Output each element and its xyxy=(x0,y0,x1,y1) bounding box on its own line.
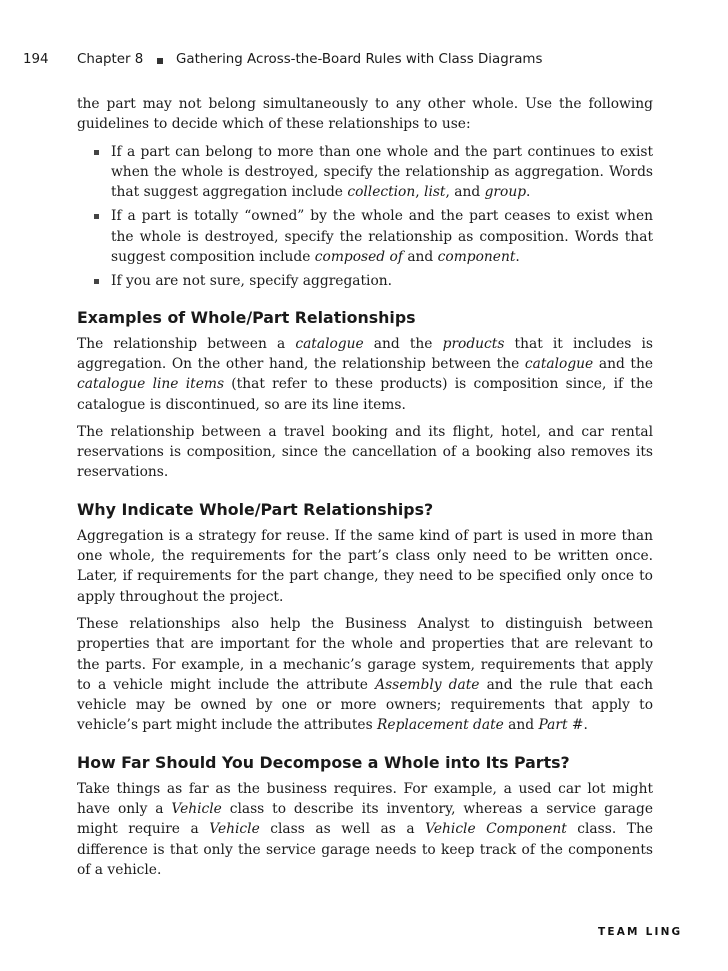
square-bullet-icon xyxy=(94,150,99,155)
list-item: If a part is totally “owned” by the whole and the part ceases to exist when the whole is destroyed, specify the relationship as composition. Words that suggest composition include composed of and component. xyxy=(111,206,653,267)
square-bullet-icon xyxy=(157,58,163,64)
list-item: If you are not sure, specify aggregation. xyxy=(111,271,653,291)
intro-paragraph: the part may not belong simultaneously to any other whole. Use the following guidelines to decide which of these relationships to use: xyxy=(77,96,653,133)
square-bullet-icon xyxy=(94,279,99,284)
square-bullet-icon xyxy=(94,214,99,219)
list-item: If a part can belong to more than one whole and the part continues to exist when the whole is destroyed, specify the relationship as aggregation. Words that suggest aggregation include collection, list, and group. xyxy=(111,142,653,203)
page-number: 194 xyxy=(23,52,49,67)
guideline-list xyxy=(77,142,653,292)
section-heading-decompose: How Far Should You Decompose a Whole into Its Parts? xyxy=(77,752,570,772)
paragraph: The relationship between a travel booking and its flight, hotel, and car rental reservations is composition, since the cancellation of a booking also removes its reservations. xyxy=(77,423,653,481)
paragraph: These relationships also help the Business Analyst to distinguish between properties that are important for the whole and properties that are relevant to the parts. For example, in a mechanic’s garage system, requirements that apply to a vehicle might include the attribute Assembly date and the rule that each vehicle may be owned by one or more owners; requirements that apply to vehicle’s part might include the attributes Replacement date and Part #. xyxy=(77,615,653,734)
chapter-title: Gathering Across-the-Board Rules with Class Diagrams xyxy=(176,52,543,67)
paragraph: Aggregation is a strategy for reuse. If the same kind of part is used in more than one whole, the requirements for the part’s class only need to be written once. Later, if requirements for the part change, they need to be specified only once to apply throughout the project. xyxy=(77,527,653,605)
section-heading-why: Why Indicate Whole/Part Relationships? xyxy=(77,499,434,519)
footer-watermark: TEAM LING xyxy=(598,926,683,938)
chapter-label: Chapter 8 xyxy=(77,52,144,67)
running-header xyxy=(23,52,663,72)
page-body xyxy=(77,94,653,887)
paragraph: Take things as far as the business requires. For example, a used car lot might have only a Vehicle class to describe its inventory, whereas a service garage might require a Vehicle class as well as a Vehicle Component class. The difference is that only the service garage needs to keep track of the components of a vehicle. xyxy=(77,780,654,878)
paragraph: The relationship between a catalogue and the products that it includes is aggregation. On the other hand, the relationship between the catalogue and the catalogue line items (that refer to these products) is composition since, if the catalogue is discontinued, so are its line items. xyxy=(77,335,654,413)
section-heading-examples: Examples of Whole/Part Relationships xyxy=(77,307,416,327)
